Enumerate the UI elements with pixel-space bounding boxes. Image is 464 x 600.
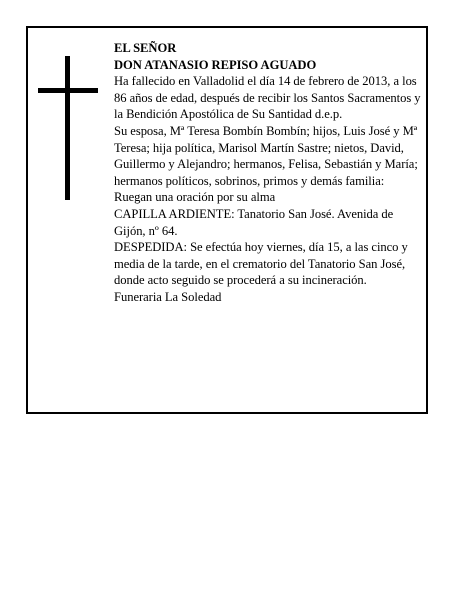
death-announcement: Ha fallecido en Valladolid el día 14 de febrero de 2013, a los 86 años de edad, después de recibir los Santos Sacramentos y la Bendición Apostólica de Su Santidad d.e.p. <box>114 74 421 122</box>
latin-cross-icon <box>38 56 98 200</box>
notice-text <box>114 40 424 306</box>
deceased-name: DON ATANASIO REPISO AGUADO <box>114 57 317 72</box>
farewell-info: DESPEDIDA: Se efectúa hoy viernes, día 15, a las cinco y media de la tarde, en el crematorio del Tanatorio San José, donde acto seguido se procederá a su incineración. <box>114 240 408 288</box>
family-list: Su esposa, Mª Teresa Bombín Bombín; hijos, Luis José y Mª Teresa; hija política, Marisol Martín Sastre; nietos, David, Guillermo y Alejandro; hermanos, Felisa, Sebastián y María; hermanos políticos, sobrinos, primos y demás familia: <box>114 123 418 188</box>
chapel-info: CAPILLA ARDIENTE: Tanatorio San José. Avenida de Gijón, nº 64. <box>114 206 394 238</box>
funeral-home: Funeraria La Soledad <box>114 289 222 304</box>
notice-heading-title: EL SEÑOR <box>114 41 177 55</box>
cross-vertical-bar <box>65 56 70 200</box>
obituary-notice <box>26 26 428 414</box>
prayer-request: Ruegan una oración por su alma <box>114 190 276 205</box>
cross-horizontal-bar <box>38 88 98 93</box>
